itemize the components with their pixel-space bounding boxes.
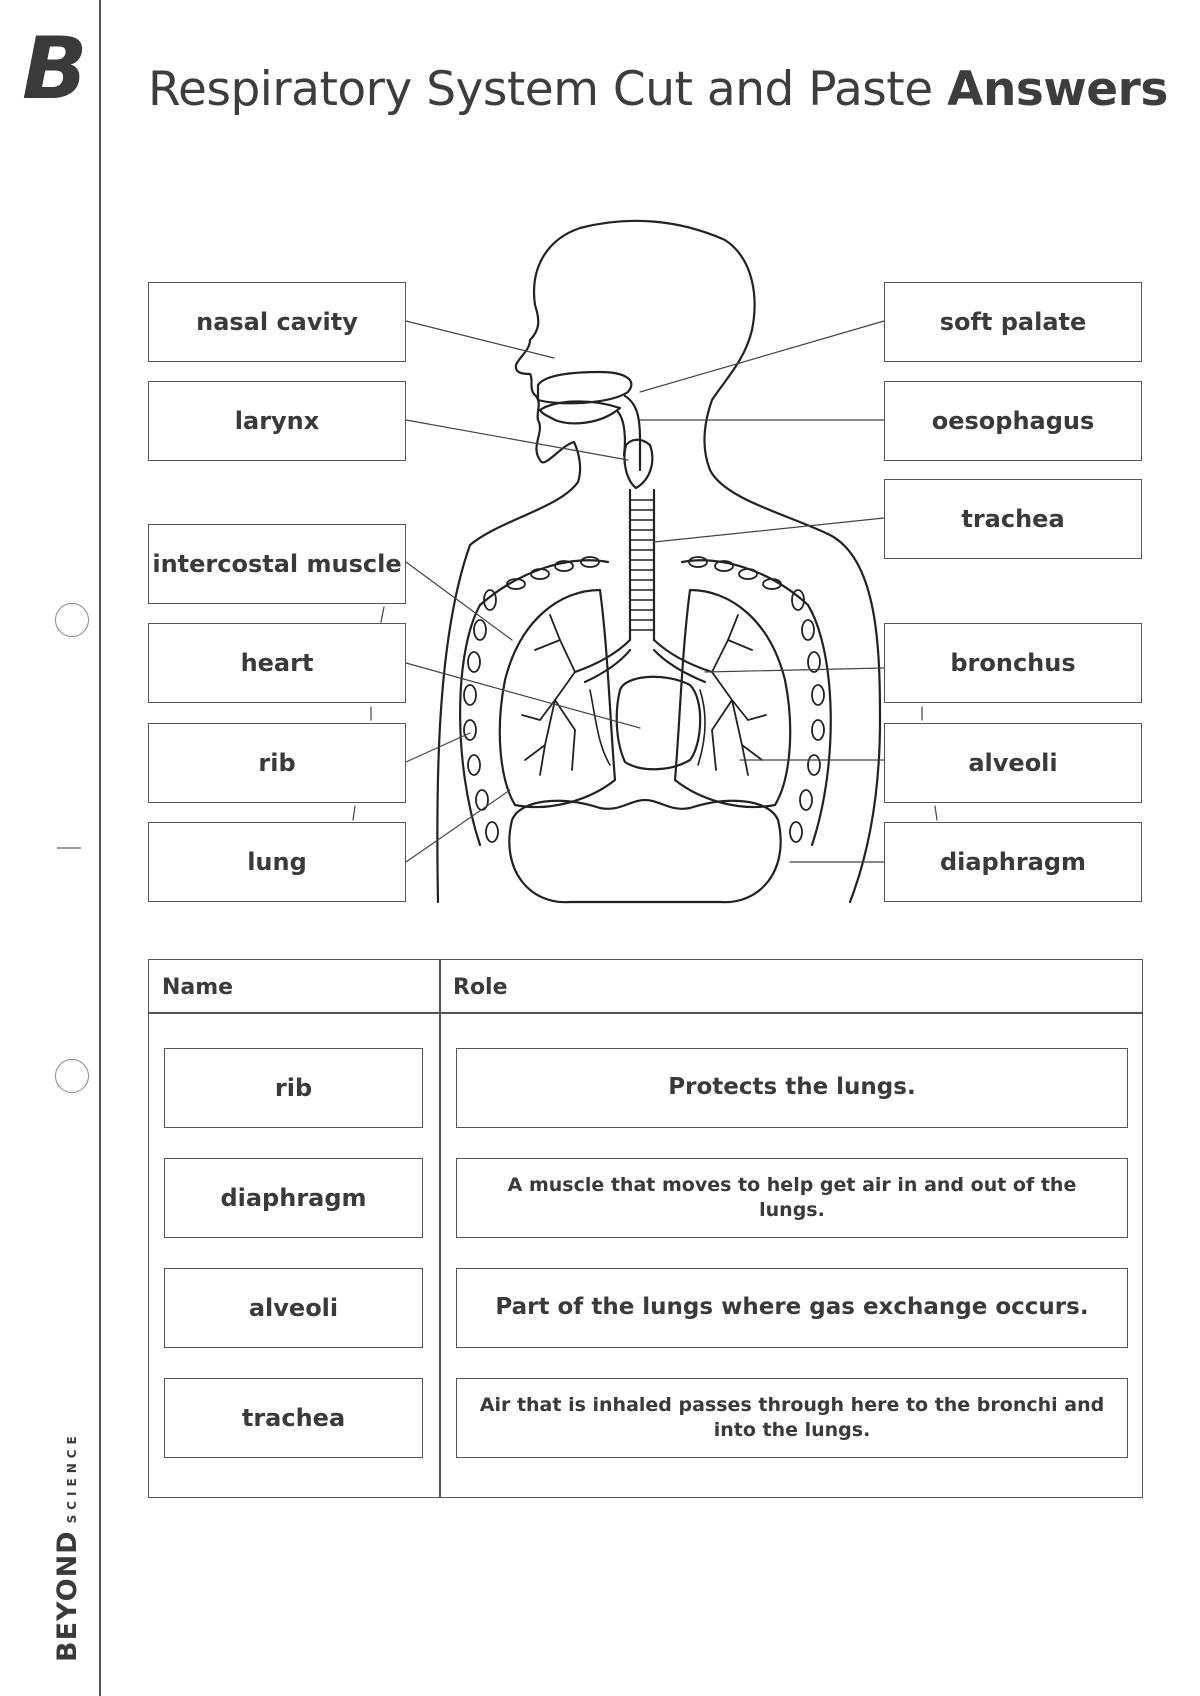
nasal-cavity-shape	[538, 372, 631, 403]
label-lung: lung	[148, 822, 406, 902]
name-role-table	[148, 959, 1143, 1498]
table-row-role: A muscle that moves to help get air in and out of the lungs.	[456, 1158, 1128, 1238]
title-bold: Answers	[947, 62, 1168, 117]
leader-lines	[353, 321, 937, 862]
pharynx	[625, 396, 640, 470]
table-row-name: rib	[164, 1048, 423, 1128]
label-rib: rib	[148, 723, 406, 803]
larynx-shape	[624, 440, 652, 488]
label-diaphragm: diaphragm	[884, 822, 1142, 902]
table-row-role: Part of the lungs where gas exchange occurs.	[456, 1268, 1128, 1348]
ribcage-right	[808, 605, 831, 845]
table-row-name: trachea	[164, 1378, 423, 1458]
table-header-divider	[149, 1012, 1142, 1014]
label-heart: heart	[148, 623, 406, 703]
trachea-shape	[630, 490, 654, 640]
label-trachea: trachea	[884, 479, 1142, 559]
brand-secondary: SCIENCE	[65, 1431, 79, 1524]
brand-primary: BEYOND	[52, 1530, 83, 1662]
body-outline	[437, 221, 880, 902]
logo: B	[22, 19, 84, 119]
ribcage-left	[460, 605, 480, 845]
right-lung	[675, 590, 790, 807]
pharynx-inner	[618, 412, 625, 455]
table-column-divider	[439, 960, 441, 1497]
label-bronchus: bronchus	[884, 623, 1142, 703]
brand-wordmark	[52, 1431, 83, 1662]
heart-shape	[617, 677, 700, 769]
table-header-role: Role	[453, 975, 508, 1000]
bronchi-shape	[575, 640, 712, 682]
table-row-name: alveoli	[164, 1268, 423, 1348]
bronchiole-branches	[522, 615, 766, 775]
label-soft-palate: soft palate	[884, 282, 1142, 362]
label-nasal-cavity: nasal cavity	[148, 282, 406, 362]
table-row-role: Air that is inhaled passes through here to the bronchi and into the lungs.	[456, 1378, 1128, 1458]
title-plain: Respiratory System Cut and Paste	[148, 62, 948, 117]
table-row-name: diaphragm	[164, 1158, 423, 1238]
label-intercostal-muscle: intercostal muscle	[148, 524, 406, 604]
heart-vessels	[590, 690, 705, 765]
label-alveoli: alveoli	[884, 723, 1142, 803]
label-larynx: larynx	[148, 381, 406, 461]
punch-hole-bottom	[55, 1059, 89, 1093]
label-oesophagus: oesophagus	[884, 381, 1142, 461]
diaphragm-shape	[509, 800, 780, 902]
left-lung	[500, 590, 615, 807]
table-row-role: Protects the lungs.	[456, 1048, 1128, 1128]
mouth-shape	[540, 401, 620, 423]
table-header-name: Name	[162, 975, 234, 1000]
ribcage-outer	[480, 560, 808, 605]
